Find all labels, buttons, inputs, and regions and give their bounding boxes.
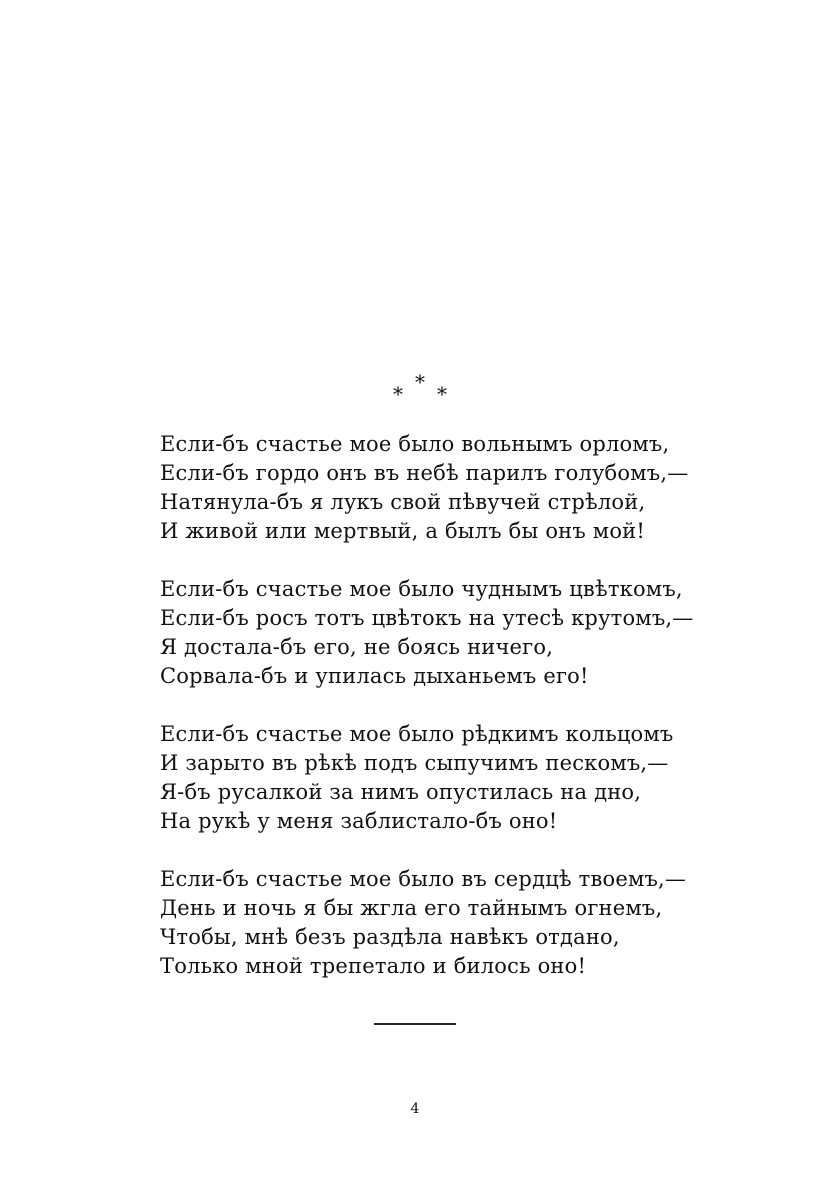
page-number: 4 bbox=[410, 1101, 420, 1117]
poem-line: Если-бъ счастье мое было рѣдкимъ кольцомъ bbox=[160, 722, 674, 746]
stanza-4 bbox=[160, 865, 720, 981]
poem-line: Если-бъ счастье мое было въ сердцѣ твоемъ,— bbox=[160, 867, 687, 891]
poem-line: День и ночь я бы жгла его тайнымъ огнемъ, bbox=[160, 896, 663, 920]
poem-line: Только мной трепетало и билось оно! bbox=[160, 954, 587, 978]
stanza-3 bbox=[160, 720, 720, 836]
asterism-star: * bbox=[437, 382, 447, 406]
poem-line: Если-бъ счастье мое было чуднымъ цвѣткомъ, bbox=[160, 577, 683, 601]
end-rule bbox=[374, 1023, 456, 1025]
poem-line: Чтобы, мнѣ безъ раздѣла навѣкъ отдано, bbox=[160, 925, 620, 949]
asterism-star: * bbox=[393, 382, 403, 406]
asterism-star: * bbox=[415, 370, 425, 394]
poem-line: Я достала-бъ его, не боясь ничего, bbox=[160, 635, 554, 659]
poem-line: Сорвала-бъ и упилась дыханьемъ его! bbox=[160, 664, 589, 688]
stanza-1 bbox=[160, 430, 720, 546]
poem-line: Если-бъ росъ тотъ цвѣтокъ на утесѣ крутомъ,— bbox=[160, 606, 694, 630]
poem-line: Если-бъ счастье мое было вольнымъ орломъ, bbox=[160, 432, 670, 456]
poem-line: Натянула-бъ я лукъ свой пѣвучей стрѣлой, bbox=[160, 490, 646, 514]
poem-line: И зарыто въ рѣкѣ подъ сыпучимъ пескомъ,— bbox=[160, 751, 669, 775]
poem-line: Если-бъ гордо онъ въ небѣ парилъ голубомъ,— bbox=[160, 461, 689, 485]
poem-body bbox=[160, 430, 720, 1010]
stanza-2 bbox=[160, 575, 720, 691]
poem-line: Я-бъ русалкой за нимъ опустилась на дно, bbox=[160, 780, 642, 804]
asterism-divider bbox=[390, 372, 454, 406]
poem-line: На рукѣ у меня заблистало-бъ оно! bbox=[160, 809, 558, 833]
poem-line: И живой или мертвый, а былъ бы онъ мой! bbox=[160, 519, 646, 543]
